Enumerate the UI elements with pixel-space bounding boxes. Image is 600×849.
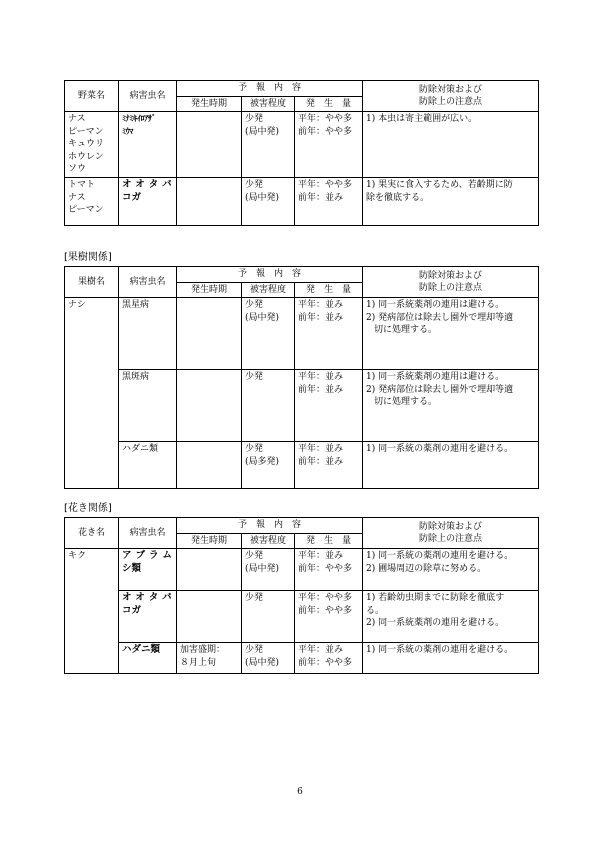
timing-value: ８月上旬 (180, 657, 217, 668)
crop-cell (65, 178, 119, 226)
timing-cell (177, 442, 242, 489)
header-crop: 花き名 (65, 518, 119, 549)
amount-cell (295, 442, 363, 489)
control-cell (363, 442, 539, 489)
control-cell (363, 370, 539, 442)
pest-name: ハダニ類 (122, 644, 161, 655)
damage-cell (242, 112, 295, 178)
damage-value: 少発 (245, 444, 264, 454)
damage-value: (局多発) (245, 456, 280, 467)
header-forecast: 予 報 内 容 (177, 81, 363, 97)
amount-value: 前年：並み (298, 312, 344, 323)
damage-cell (242, 549, 295, 591)
control-cell (363, 591, 539, 643)
pest-name: ハダニ類 (122, 444, 159, 454)
damage-value: (局中発) (245, 657, 280, 668)
control-note: 1) 同一系統の薬剤の連用を避ける。 (366, 645, 514, 655)
table-row (65, 643, 539, 674)
damage-cell (242, 643, 295, 674)
flower-pest-table (64, 517, 539, 674)
crop-cell: ナシ (65, 298, 119, 489)
damage-value: (局中発) (245, 312, 280, 323)
crop-cell: キク (65, 549, 119, 674)
damage-value: 少発 (245, 551, 264, 561)
control-note: 2) 発病部位は除去し園外で埋却等適 (366, 384, 514, 395)
header-control-line: 防除対策および (418, 84, 482, 95)
header-control-line: 防除対策および (418, 270, 482, 281)
amount-cell (295, 643, 363, 674)
table-row (65, 549, 539, 591)
damage-value: 少発 (245, 180, 264, 190)
crop-name: ナス (68, 192, 86, 203)
section-title-fruit: [果樹関係] (64, 252, 112, 263)
header-control-line: 防除上の注意点 (418, 534, 482, 544)
amount-value: 平年：並み (298, 372, 344, 382)
amount-cell (295, 549, 363, 591)
control-note: 2) 圃場周辺の除草に努める。 (366, 563, 487, 574)
pest-cell (119, 591, 177, 643)
amount-value: 前年：並み (298, 192, 344, 203)
control-note: 1) 果実に食入するため、若齢期に防 (366, 180, 513, 190)
control-note: 1) 同一系統薬剤の連用は避ける。 (366, 300, 505, 310)
pest-cell (119, 442, 177, 489)
pest-name: シ類 (122, 562, 142, 574)
crop-name: ナス (68, 114, 86, 124)
control-cell (363, 112, 539, 178)
header-timing: 発生時期 (177, 96, 242, 112)
crop-name: ホウレン (68, 151, 104, 162)
table-row (65, 370, 539, 442)
pest-cell (119, 112, 177, 178)
pest-name: 黒斑病 (122, 372, 150, 382)
header-control (363, 267, 539, 298)
header-control-line: 防除上の注意点 (418, 97, 482, 107)
amount-value: 前年：やや多 (298, 126, 353, 137)
control-note: 1) 若齢幼虫期までに防除を徹底す (366, 593, 505, 603)
pest-cell (119, 178, 177, 226)
timing-cell (177, 643, 242, 674)
table-row (65, 112, 539, 178)
pest-cell (119, 298, 177, 370)
header-control-line: 防除上の注意点 (418, 283, 482, 293)
vegetable-pest-table (64, 80, 539, 226)
control-note: 切に処理する。 (374, 397, 438, 407)
control-cell (363, 178, 539, 226)
timing-cell (177, 178, 242, 226)
timing-cell (177, 591, 242, 643)
timing-cell (177, 549, 242, 591)
amount-value: 平年：並み (298, 300, 344, 310)
timing-cell (177, 298, 242, 370)
header-pest: 病害虫名 (119, 267, 177, 298)
pest-name: コガ (122, 191, 142, 203)
amount-value: 前年：やや多 (298, 563, 353, 574)
amount-cell (295, 591, 363, 643)
section-title-flowers: [花き関係] (64, 503, 112, 514)
header-amount: 発 生 量 (295, 282, 363, 298)
pest-name: オオタバ (122, 592, 176, 603)
damage-value: 少発 (245, 645, 264, 655)
control-note: 1) 同一系統薬剤の連用は避ける。 (366, 372, 505, 382)
header-pest: 病害虫名 (119, 81, 177, 112)
table-row (65, 442, 539, 489)
amount-value: 平年：やや多 (298, 593, 353, 603)
amount-cell (295, 178, 363, 226)
pest-cell (119, 549, 177, 591)
table-row (65, 298, 539, 370)
table-row (65, 178, 539, 226)
amount-cell (295, 112, 363, 178)
timing-value: 加害盛期： (180, 645, 226, 655)
header-forecast: 予 報 内 容 (177, 267, 363, 283)
amount-value: 平年：並み (298, 645, 344, 655)
header-control-line: 防除対策および (418, 521, 482, 532)
header-pest: 病害虫名 (119, 518, 177, 549)
damage-cell (242, 370, 295, 442)
fruit-pest-table (64, 266, 539, 489)
crop-cell (65, 112, 119, 178)
timing-cell (177, 370, 242, 442)
control-cell (363, 549, 539, 591)
control-note: 1) 同一系統の薬剤の連用を避ける。 (366, 551, 514, 561)
header-damage: 被害程度 (242, 96, 295, 112)
pest-name: コガ (122, 604, 142, 616)
header-amount: 発 生 量 (295, 533, 363, 549)
header-control (363, 518, 539, 549)
amount-value: 前年：並み (298, 384, 344, 395)
pest-name: アブラム (122, 550, 176, 561)
control-note: 除を徹底する。 (366, 192, 430, 203)
damage-cell (242, 591, 295, 643)
header-damage: 被害程度 (242, 282, 295, 298)
control-note: 2) 発病部位は除去し園外で埋却等適 (366, 312, 514, 323)
pest-name: オオタバ (122, 179, 176, 190)
damage-cell (242, 298, 295, 370)
header-crop: 果樹名 (65, 267, 119, 298)
header-control (363, 81, 539, 112)
amount-value: 平年：やや多 (298, 114, 353, 124)
header-amount: 発 生 量 (295, 96, 363, 112)
amount-value: 平年：やや多 (298, 180, 353, 190)
header-crop: 野菜名 (65, 81, 119, 112)
amount-cell (295, 370, 363, 442)
control-cell (363, 298, 539, 370)
timing-cell (177, 112, 242, 178)
amount-value: 前年：並み (298, 456, 344, 467)
amount-value: 平年：並み (298, 551, 344, 561)
control-note: 1) 本虫は寄主範囲が広い。 (366, 114, 478, 124)
header-timing: 発生時期 (177, 282, 242, 298)
crop-name: ソウ (68, 164, 87, 174)
damage-value: (局中発) (245, 126, 280, 137)
header-damage: 被害程度 (242, 533, 295, 549)
crop-name: ピーマン (68, 126, 104, 137)
damage-value: 少発 (245, 300, 264, 310)
amount-value: 前年：やや多 (298, 657, 353, 668)
pest-name: 黒星病 (122, 300, 150, 310)
damage-value: 少発 (245, 372, 264, 382)
damage-value: (局中発) (245, 192, 280, 203)
pest-name: ﾐｳﾏ (122, 126, 134, 136)
damage-value: 少発 (245, 593, 264, 603)
pest-name: ﾐﾅﾐｷｲﾛｱｻﾞ (122, 114, 156, 123)
crop-name: キュウリ (68, 139, 105, 149)
crop-name: ピーマン (68, 205, 104, 215)
amount-value: 前年：やや多 (298, 605, 353, 616)
header-timing: 発生時期 (177, 533, 242, 549)
control-note: る。 (366, 605, 385, 616)
control-note: 切に処理する。 (374, 325, 438, 335)
damage-value: 少発 (245, 114, 264, 124)
damage-value: (局中発) (245, 563, 280, 574)
control-cell (363, 643, 539, 674)
table-row (65, 591, 539, 643)
amount-cell (295, 298, 363, 370)
pest-cell (119, 643, 177, 674)
crop-name: トマト (68, 180, 96, 190)
damage-cell (242, 442, 295, 489)
amount-value: 平年：並み (298, 444, 344, 454)
pest-cell (119, 370, 177, 442)
control-note: 1) 同一系統の薬剤の連用を避ける。 (366, 444, 514, 454)
damage-cell (242, 178, 295, 226)
control-note: 2) 同一系統薬剤の連用を避ける。 (366, 618, 505, 628)
page-number: 6 (297, 787, 303, 797)
header-forecast: 予 報 内 容 (177, 518, 363, 534)
